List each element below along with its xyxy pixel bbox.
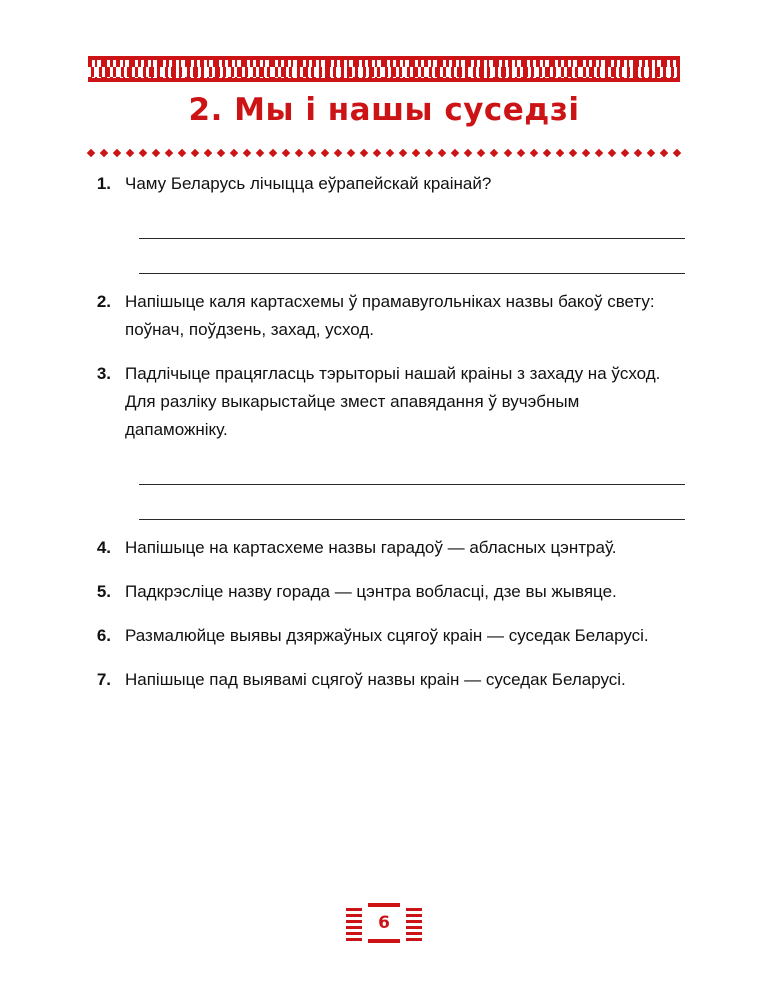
diamond-icon <box>334 148 342 156</box>
answer-area[interactable] <box>139 450 685 520</box>
diamond-icon <box>100 148 108 156</box>
diamond-icon <box>490 148 498 156</box>
page-title: 2. Мы і нашы суседзі <box>188 92 580 128</box>
diamond-icon <box>477 148 485 156</box>
diamond-icon <box>425 148 433 156</box>
diamond-icon <box>321 148 329 156</box>
diamond-icon <box>282 148 290 156</box>
task-number: 5. <box>96 582 111 601</box>
task-spacer <box>85 654 685 666</box>
ornament-top-bar-icon <box>368 903 400 907</box>
diamond-icon <box>568 148 576 156</box>
diamond-icon <box>126 148 134 156</box>
diamond-icon <box>581 148 589 156</box>
task-item <box>85 288 685 344</box>
diamond-icon <box>308 148 316 156</box>
task-text: Напішыце каля картасхемы ў прамавугольніках назвы бакоў свету: поўнач, поўдзень, захад, усход. <box>125 292 655 339</box>
diamond-icon <box>529 148 537 156</box>
diamond-icon <box>87 148 95 156</box>
answer-line[interactable] <box>139 239 685 274</box>
diamond-icon <box>360 148 368 156</box>
task-number: 4. <box>96 538 111 557</box>
diamond-icon <box>607 148 615 156</box>
task-number: 1. <box>96 174 111 193</box>
diamond-icon <box>594 148 602 156</box>
answer-area[interactable] <box>139 204 685 274</box>
task-item <box>85 578 685 606</box>
diamond-icon <box>347 148 355 156</box>
diamond-icon <box>633 148 641 156</box>
diamond-icon <box>672 148 680 156</box>
diamond-icon <box>464 148 472 156</box>
task-text: Падлічыце працягласць тэрыторыі нашай краіны з захаду на ўсход. Для разліку выкарыстайце змест апавядання ў вучэбным дапаможніку. <box>125 364 661 439</box>
diamond-icon <box>646 148 654 156</box>
task-number: 3. <box>96 364 111 383</box>
answer-line[interactable] <box>139 485 685 520</box>
task-text: Напішыце на картасхеме назвы гарадоў — абласных цэнтраў. <box>125 538 617 557</box>
task-number: 6. <box>96 626 111 645</box>
task-text: Напішыце пад выявамі сцягоў назвы краін — суседак Беларусі. <box>125 670 626 689</box>
ornament-left-icon <box>346 905 362 941</box>
ornament-right-icon <box>406 905 422 941</box>
task-spacer <box>85 610 685 622</box>
task-text: Падкрэсліце назву горада — цэнтра вобласці, дзе вы жывяце. <box>125 582 617 601</box>
task-item <box>85 622 685 650</box>
diamond-divider <box>88 148 680 157</box>
page-footer <box>0 901 768 945</box>
task-number: 2. <box>96 292 111 311</box>
footer-ornament-icon <box>346 901 422 945</box>
diamond-icon <box>243 148 251 156</box>
diamond-icon <box>620 148 628 156</box>
task-text: Чаму Беларусь лічыцца еўрапейскай краінай? <box>125 174 492 193</box>
answer-line[interactable] <box>139 204 685 239</box>
diamond-icon <box>412 148 420 156</box>
diamond-icon <box>191 148 199 156</box>
ornament-bottom-bar-icon <box>368 939 400 943</box>
task-item <box>85 170 685 198</box>
task-spacer <box>85 698 685 710</box>
diamond-icon <box>438 148 446 156</box>
answer-line[interactable] <box>139 450 685 485</box>
task-item <box>85 534 685 562</box>
diamond-icon <box>542 148 550 156</box>
task-list <box>85 170 685 710</box>
diamond-icon <box>230 148 238 156</box>
task-text: Размалюйце выявы дзяржаўных сцягоў краін — суседак Беларусі. <box>125 626 649 645</box>
diamond-icon <box>373 148 381 156</box>
diamond-icon <box>139 148 147 156</box>
diamond-icon <box>399 148 407 156</box>
diamond-icon <box>295 148 303 156</box>
diamond-icon <box>386 148 394 156</box>
diamond-icon <box>451 148 459 156</box>
diamond-icon <box>256 148 264 156</box>
task-item <box>85 666 685 694</box>
diamond-icon <box>217 148 225 156</box>
diamond-icon <box>555 148 563 156</box>
task-number: 7. <box>96 670 111 689</box>
diamond-icon <box>178 148 186 156</box>
diamond-icon <box>659 148 667 156</box>
diamond-icon <box>204 148 212 156</box>
diamond-icon <box>152 148 160 156</box>
diamond-icon <box>269 148 277 156</box>
diamond-icon <box>165 148 173 156</box>
ornamental-border-top <box>88 56 680 82</box>
task-spacer <box>85 348 685 360</box>
diamond-icon <box>516 148 524 156</box>
diamond-icon <box>503 148 511 156</box>
task-spacer <box>85 566 685 578</box>
diamond-icon <box>113 148 121 156</box>
page-number: 6 <box>378 913 390 933</box>
task-item <box>85 360 685 444</box>
